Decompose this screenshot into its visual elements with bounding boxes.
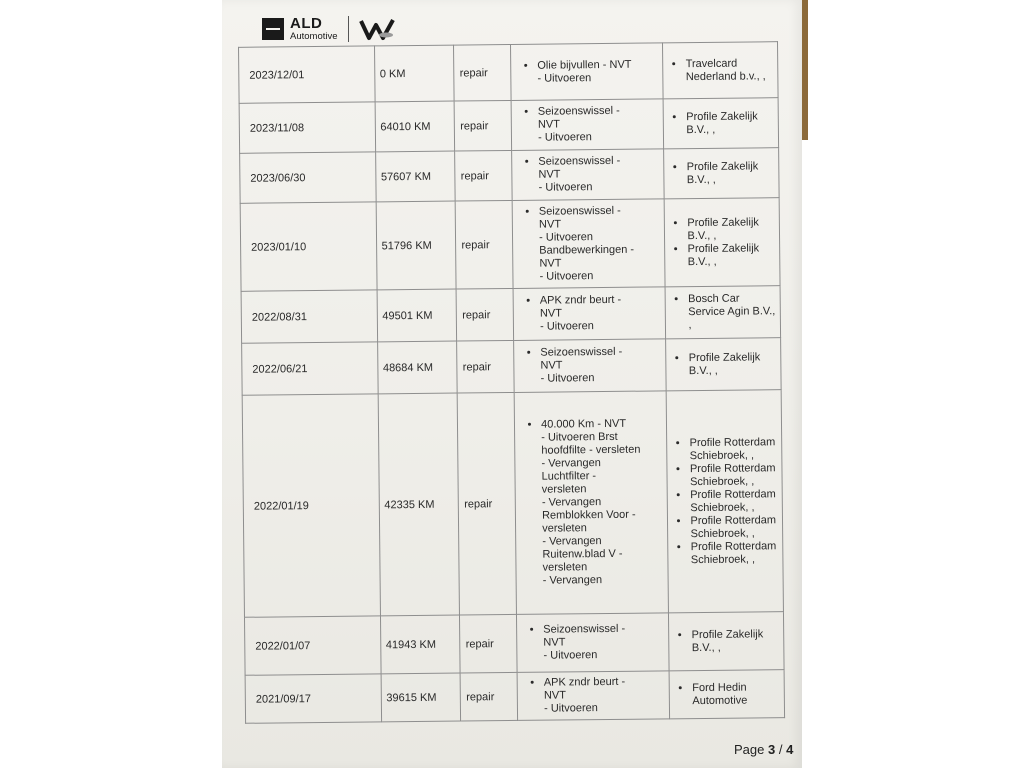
row-mileage: 0 KM bbox=[374, 45, 454, 102]
table-row bbox=[240, 148, 779, 204]
background-edge bbox=[802, 0, 808, 140]
row-description bbox=[511, 43, 664, 101]
supplier-item: • Profile Rotterdam Schiebroek, , bbox=[691, 540, 779, 567]
brand-sub: Automotive bbox=[290, 30, 338, 42]
row-mileage: 41943 KM bbox=[380, 615, 460, 674]
row-supplier bbox=[669, 612, 784, 671]
row-supplier bbox=[664, 148, 779, 199]
row-supplier bbox=[667, 390, 784, 613]
row-mileage: 64010 KM bbox=[375, 101, 455, 152]
row-date: 2023/12/01 bbox=[239, 46, 375, 103]
row-type: repair bbox=[456, 200, 514, 289]
row-description bbox=[514, 391, 669, 615]
row-description bbox=[517, 671, 670, 721]
supplier-item: • Profile Zakelijk B.V., , bbox=[687, 160, 775, 187]
table-row bbox=[241, 286, 781, 344]
supplier-item: • Profile Zakelijk B.V., , bbox=[687, 216, 775, 243]
row-type: repair bbox=[458, 392, 517, 615]
row-supplier bbox=[670, 670, 785, 719]
header-logo bbox=[262, 16, 397, 42]
supplier-item: • Profile Zakelijk B.V., , bbox=[686, 110, 774, 137]
row-description bbox=[511, 99, 664, 151]
supplier-item: • Profile Rotterdam Schiebroek, , bbox=[690, 436, 778, 463]
row-date: 2022/06/21 bbox=[242, 342, 378, 395]
row-description bbox=[513, 287, 666, 341]
row-supplier bbox=[666, 338, 781, 391]
row-type: repair bbox=[454, 100, 511, 151]
maintenance-table bbox=[238, 41, 785, 724]
brand-text bbox=[290, 16, 338, 42]
table-row bbox=[242, 390, 783, 618]
row-type: repair bbox=[457, 340, 514, 393]
row-date: 2023/01/10 bbox=[240, 202, 376, 291]
row-mileage: 49501 KM bbox=[377, 289, 457, 342]
document-page bbox=[222, 0, 802, 768]
row-description bbox=[512, 199, 665, 289]
supplier-item: • Ford Hedin Automotive bbox=[692, 681, 780, 708]
row-date: 2022/08/31 bbox=[241, 290, 377, 343]
supplier-item: • Bosch Car Service Agin B.V., , bbox=[688, 292, 776, 332]
row-date: 2022/01/19 bbox=[242, 394, 380, 617]
supplier-item: • Profile Zakelijk B.V., , bbox=[692, 628, 780, 655]
supplier-item: • Travelcard Nederland b.v., , bbox=[686, 57, 774, 84]
description-item: • Seizoenswissel - NVT - Uitvoeren Bandbewerkingen - NVT - Uitvoeren bbox=[539, 204, 661, 283]
supplier-item: • Profile Rotterdam Schiebroek, , bbox=[690, 488, 778, 515]
row-supplier bbox=[663, 42, 778, 99]
description-item: • APK zndr beurt - NVT - Uitvoeren bbox=[544, 675, 666, 715]
background-right bbox=[802, 0, 1024, 768]
row-description bbox=[517, 613, 670, 673]
row-type: repair bbox=[454, 44, 511, 101]
row-type: repair bbox=[456, 288, 513, 341]
supplier-item: • Profile Zakelijk B.V., , bbox=[689, 351, 777, 378]
row-description bbox=[512, 149, 665, 201]
logo-separator bbox=[348, 16, 349, 42]
table-row bbox=[239, 42, 779, 104]
row-type: repair bbox=[455, 150, 512, 201]
maintenance-table-wrap bbox=[238, 41, 785, 727]
row-supplier bbox=[666, 286, 781, 339]
description-item: • Seizoenswissel - NVT - Uitvoeren bbox=[540, 345, 662, 385]
table-row bbox=[244, 612, 784, 676]
supplier-item: • Profile Rotterdam Schiebroek, , bbox=[690, 462, 778, 489]
row-date: 2023/11/08 bbox=[239, 102, 375, 153]
row-mileage: 42335 KM bbox=[378, 393, 460, 616]
row-mileage: 39615 KM bbox=[381, 673, 461, 722]
description-item: • Olie bijvullen - NVT - Uitvoeren bbox=[537, 58, 659, 85]
background-left bbox=[0, 0, 222, 768]
w-logo-icon bbox=[359, 17, 397, 41]
table-row bbox=[239, 98, 778, 154]
row-mileage: 57607 KM bbox=[375, 151, 455, 202]
supplier-item: • Profile Rotterdam Schiebroek, , bbox=[690, 514, 778, 541]
table-row bbox=[245, 670, 784, 724]
description-item: • APK zndr beurt - NVT - Uitvoeren bbox=[540, 293, 662, 333]
row-type: repair bbox=[460, 614, 517, 673]
row-supplier bbox=[664, 98, 779, 149]
table-row bbox=[240, 198, 780, 292]
row-supplier bbox=[665, 198, 780, 287]
row-date: 2021/09/17 bbox=[245, 674, 381, 723]
page-number: Page 3 / 4 bbox=[734, 742, 794, 757]
row-description bbox=[514, 339, 667, 393]
row-date: 2023/06/30 bbox=[240, 152, 376, 203]
brand-name: ALD bbox=[290, 15, 323, 33]
row-mileage: 51796 KM bbox=[376, 201, 457, 290]
description-item: • 40.000 Km - NVT - Uitvoeren Brst hoofdfilte - versleten - Vervangen Luchtfilter - versleten - Vervangen Remblokken Voor - versleten - Vervangen Ruitenw.blad V - versleten - Vervangen bbox=[541, 417, 664, 587]
row-type: repair bbox=[460, 672, 517, 721]
row-date: 2022/01/07 bbox=[244, 616, 380, 675]
description-item: • Seizoenswissel - NVT - Uitvoeren bbox=[538, 104, 660, 144]
description-item: • Seizoenswissel - NVT - Uitvoeren bbox=[543, 622, 665, 662]
row-mileage: 48684 KM bbox=[377, 341, 457, 394]
ald-logo-icon bbox=[262, 18, 284, 40]
description-item: • Seizoenswissel - NVT - Uitvoeren bbox=[538, 154, 660, 194]
table-row bbox=[242, 338, 782, 396]
supplier-item: • Profile Zakelijk B.V., , bbox=[688, 242, 776, 269]
